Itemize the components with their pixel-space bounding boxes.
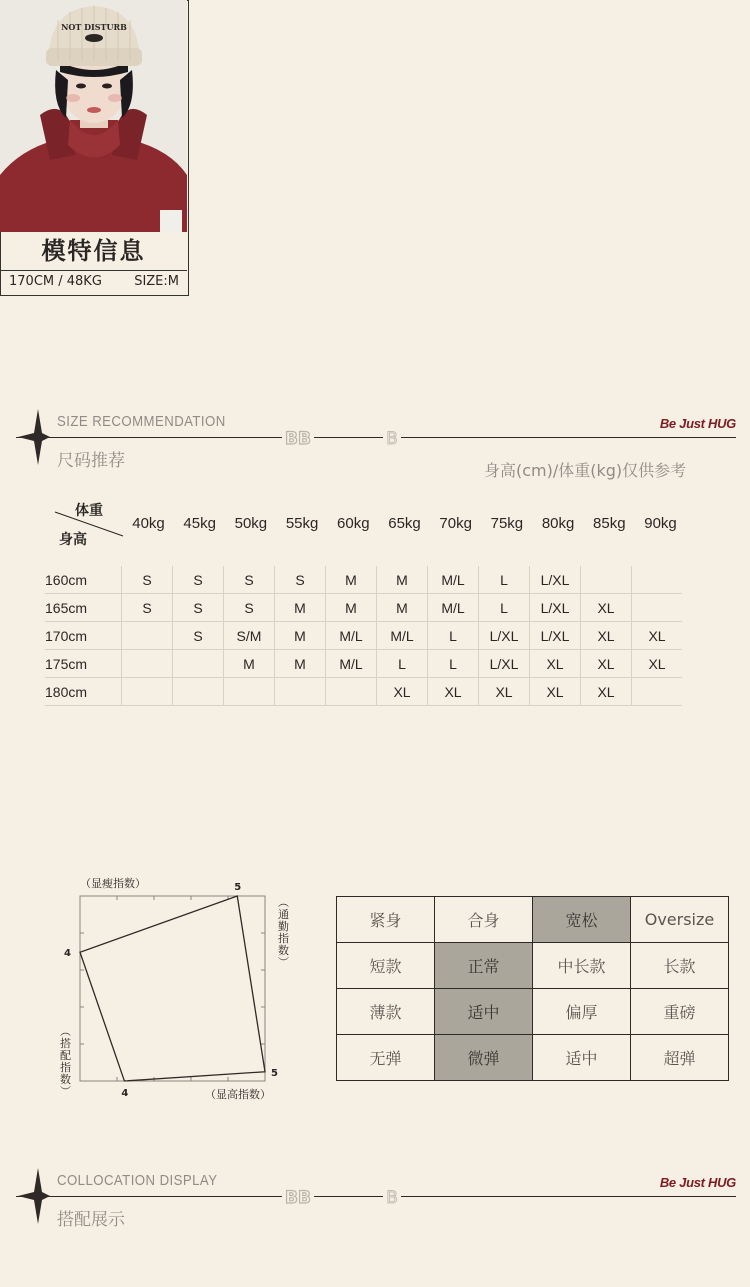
table-row bbox=[337, 989, 729, 1035]
size-cell bbox=[632, 594, 683, 622]
size-cell: XL bbox=[632, 622, 683, 650]
size-cell: XL bbox=[530, 650, 581, 678]
size-cell bbox=[122, 650, 173, 678]
attribute-option: 重磅 bbox=[631, 989, 729, 1035]
weight-column-header: 70kg bbox=[439, 515, 472, 532]
section-divider bbox=[16, 1196, 736, 1197]
size-cell: XL bbox=[530, 678, 581, 706]
section-title-cn: 搭配展示 bbox=[57, 1210, 125, 1230]
sparkle-icon bbox=[16, 407, 56, 467]
size-cell: S bbox=[224, 566, 275, 594]
size-cell: L/XL bbox=[479, 622, 530, 650]
size-cell: XL bbox=[632, 650, 683, 678]
section-title-cn: 尺码推荐 bbox=[57, 451, 125, 471]
attribute-option-selected: 适中 bbox=[435, 989, 533, 1035]
brand-monogram-outline-icon bbox=[383, 1187, 401, 1211]
size-cell bbox=[275, 678, 326, 706]
matching-index-value: 4 bbox=[64, 948, 71, 960]
size-cell: L bbox=[479, 566, 530, 594]
size-cell bbox=[122, 678, 173, 706]
size-cell: L/XL bbox=[479, 650, 530, 678]
attribute-option: 偏厚 bbox=[533, 989, 631, 1035]
size-cell: S bbox=[173, 566, 224, 594]
size-cell: M/L bbox=[326, 650, 377, 678]
weight-column-header: 75kg bbox=[490, 515, 524, 532]
size-cell: M bbox=[224, 650, 275, 678]
height-index-label: （显高指数） bbox=[205, 1088, 271, 1101]
size-cell: XL bbox=[428, 678, 479, 706]
model-illustration bbox=[0, 0, 187, 232]
height-row-header: 170cm bbox=[45, 622, 122, 650]
size-cell bbox=[122, 622, 173, 650]
size-cell bbox=[173, 678, 224, 706]
model-info-title: 模特信息 bbox=[0, 232, 187, 271]
height-index-value: 4 bbox=[121, 1088, 129, 1099]
height-row-header: 160cm bbox=[45, 566, 122, 594]
table-corner-header bbox=[53, 500, 123, 548]
size-cell bbox=[632, 566, 683, 594]
size-cell: M/L bbox=[428, 594, 479, 622]
size-cell: M bbox=[326, 566, 377, 594]
size-cell: XL bbox=[581, 678, 632, 706]
brand-monogram-outline-icon bbox=[383, 428, 401, 452]
height-row-header: 165cm bbox=[45, 594, 122, 622]
table-row bbox=[337, 897, 729, 943]
table-row bbox=[45, 566, 682, 594]
svg-text:BB: BB bbox=[285, 429, 311, 448]
size-cell: M bbox=[275, 594, 326, 622]
size-cell: M bbox=[377, 566, 428, 594]
size-cell: M bbox=[377, 594, 428, 622]
collocation-display-header bbox=[0, 1172, 750, 1232]
table-row bbox=[45, 650, 682, 678]
size-cell bbox=[326, 678, 377, 706]
size-cell: M/L bbox=[428, 566, 479, 594]
weight-column-header: 90kg bbox=[644, 515, 677, 532]
size-cell: XL bbox=[479, 678, 530, 706]
attribute-option: 中长款 bbox=[533, 943, 631, 989]
size-cell bbox=[581, 566, 632, 594]
brand-logo: Be Just HUG bbox=[659, 416, 736, 431]
attribute-option: 薄款 bbox=[337, 989, 435, 1035]
height-header: 身高 bbox=[59, 532, 87, 548]
commute-index-label: ︵通勤指数︶ bbox=[278, 896, 289, 969]
size-cell: L/XL bbox=[530, 594, 581, 622]
brand-logo: Be Just HUG bbox=[659, 1175, 736, 1190]
size-cell: L bbox=[377, 650, 428, 678]
table-row bbox=[45, 622, 682, 650]
brand-monogram-icon bbox=[282, 428, 314, 452]
size-cell: XL bbox=[581, 594, 632, 622]
commute-index-value: 5 bbox=[271, 1067, 278, 1079]
size-cell: L/XL bbox=[530, 622, 581, 650]
attribute-option: 超弹 bbox=[631, 1035, 729, 1081]
weight-column-header: 60kg bbox=[337, 515, 370, 532]
svg-text:B: B bbox=[386, 429, 398, 448]
size-cell: M/L bbox=[377, 622, 428, 650]
height-row-header: 175cm bbox=[45, 650, 122, 678]
size-reference-note: 身高(cm)/体重(kg)仅供参考 bbox=[484, 461, 687, 480]
size-cell: L bbox=[479, 594, 530, 622]
brand-monogram-icon bbox=[282, 1187, 314, 1211]
weight-column-header: 50kg bbox=[234, 515, 268, 532]
size-cell: S bbox=[122, 566, 173, 594]
size-cell bbox=[173, 650, 224, 678]
slim-index-value: 5 bbox=[234, 882, 242, 893]
sparkle-icon bbox=[16, 1166, 56, 1226]
section-divider bbox=[16, 437, 736, 438]
weight-column-header: 65kg bbox=[388, 515, 421, 532]
svg-text:B: B bbox=[386, 1188, 398, 1207]
weight-column-header: 85kg bbox=[593, 515, 626, 532]
attribute-option: 紧身 bbox=[337, 897, 435, 943]
attribute-option-selected: 微弹 bbox=[435, 1035, 533, 1081]
weight-column-header: 45kg bbox=[183, 515, 216, 532]
size-cell: M bbox=[275, 622, 326, 650]
section-title-en: COLLOCATION DISPLAY bbox=[57, 1172, 218, 1189]
size-cell: L bbox=[428, 622, 479, 650]
slim-index-label: （显瘦指数） bbox=[80, 877, 146, 890]
svg-text:BB: BB bbox=[285, 1188, 311, 1207]
size-cell: XL bbox=[581, 622, 632, 650]
model-info-row bbox=[0, 270, 187, 294]
table-row bbox=[45, 594, 682, 622]
attribute-option-selected: 正常 bbox=[435, 943, 533, 989]
table-row bbox=[337, 943, 729, 989]
model-height-weight: 170CM / 48KG bbox=[9, 274, 102, 289]
height-row-header: 180cm bbox=[45, 678, 122, 706]
matching-index-label: ︵搭配指数︶ bbox=[60, 1025, 71, 1098]
size-cell: S bbox=[275, 566, 326, 594]
attribute-option: 长款 bbox=[631, 943, 729, 989]
model-size: SIZE:M bbox=[134, 274, 179, 289]
model-card bbox=[0, 0, 189, 296]
fit-index-chart bbox=[50, 870, 300, 1110]
attribute-option-selected: 宽松 bbox=[533, 897, 631, 943]
size-cell: XL bbox=[377, 678, 428, 706]
table-row bbox=[45, 678, 682, 706]
size-cell: L/XL bbox=[530, 566, 581, 594]
size-cell bbox=[224, 678, 275, 706]
weight-column-header: 55kg bbox=[285, 515, 319, 532]
section-title-en: SIZE RECOMMENDATION bbox=[57, 413, 226, 430]
size-cell: M bbox=[275, 650, 326, 678]
size-cell: S bbox=[122, 594, 173, 622]
model-photo bbox=[0, 0, 187, 232]
attribute-option: 合身 bbox=[435, 897, 533, 943]
fit-attribute-table bbox=[336, 896, 729, 1081]
size-cell: M/L bbox=[326, 622, 377, 650]
size-cell: S bbox=[173, 622, 224, 650]
size-cell: S/M bbox=[224, 622, 275, 650]
attribute-option: 适中 bbox=[533, 1035, 631, 1081]
size-cell: XL bbox=[581, 650, 632, 678]
size-cell: L bbox=[428, 650, 479, 678]
attribute-option: 无弹 bbox=[337, 1035, 435, 1081]
weight-header: 体重 bbox=[75, 503, 103, 519]
hat-text: NOT DISTURB bbox=[61, 22, 127, 32]
weight-column-header: 40kg bbox=[132, 515, 165, 532]
size-cell: S bbox=[224, 594, 275, 622]
size-table bbox=[45, 566, 682, 706]
table-row bbox=[337, 1035, 729, 1081]
attribute-option: 短款 bbox=[337, 943, 435, 989]
fit-index-polygon bbox=[80, 896, 265, 1081]
chart-frame bbox=[80, 896, 265, 1081]
weight-column-header: 80kg bbox=[541, 515, 575, 532]
size-cell: S bbox=[173, 594, 224, 622]
attribute-option: Oversize bbox=[631, 897, 729, 943]
size-cell bbox=[632, 678, 683, 706]
size-cell: M bbox=[326, 594, 377, 622]
